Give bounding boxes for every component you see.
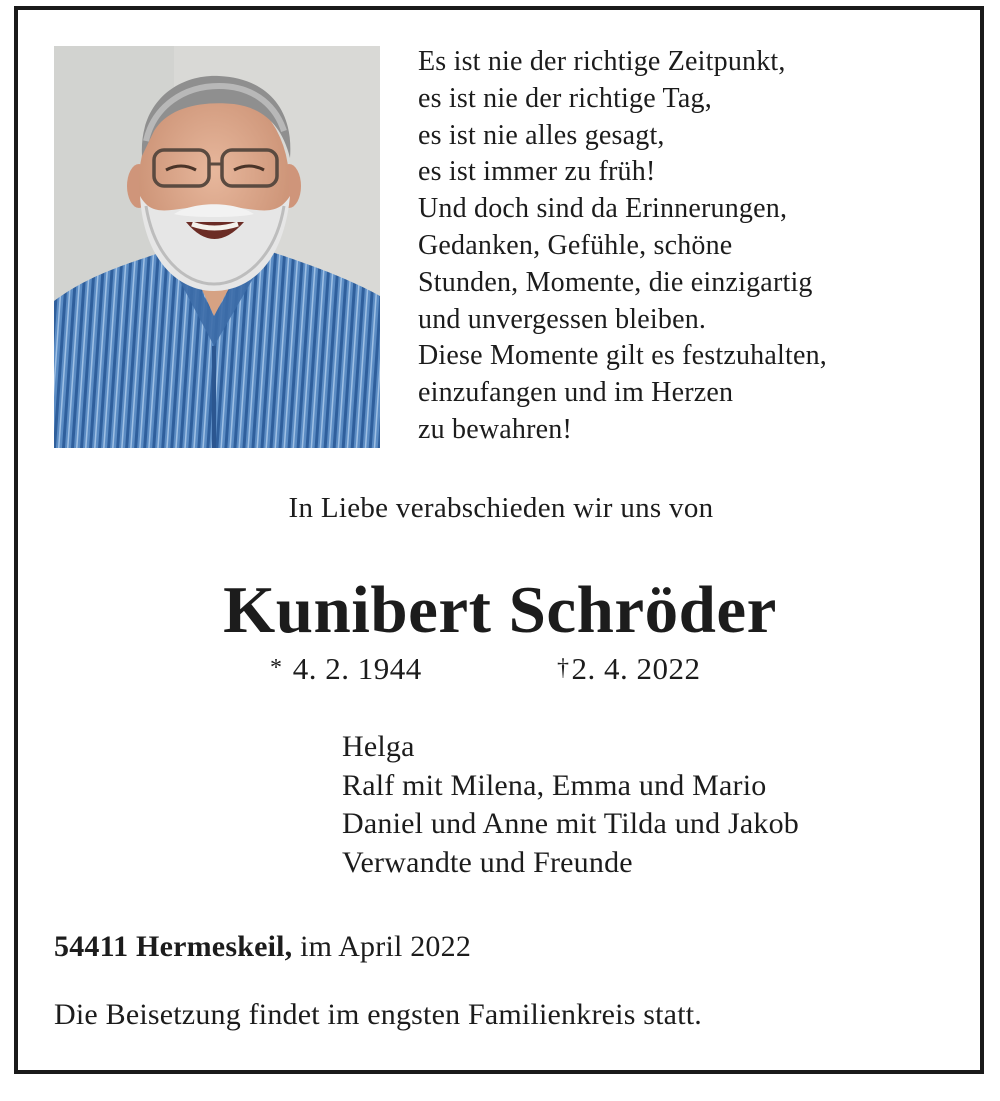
poem-line: es ist nie der richtige Tag, xyxy=(418,82,712,114)
poem-line: es ist nie alles gesagt, xyxy=(418,119,665,151)
poem-line: und unvergessen bleiben. xyxy=(418,303,707,335)
poem-line: Gedanken, Gefühle, schöne xyxy=(418,229,733,261)
poem-line: es ist immer zu früh! xyxy=(418,156,656,188)
mourner-line: Verwandte und Freunde xyxy=(342,845,633,879)
mourners-list xyxy=(342,728,799,882)
poem xyxy=(418,44,978,449)
death-date: 2. 4. 2022 xyxy=(571,651,701,686)
poem-line: zu bewahren! xyxy=(418,413,572,445)
place-name: 54411 Hermeskeil, xyxy=(54,930,293,963)
poem-line: Diese Momente gilt es festzuhalten, xyxy=(418,340,827,372)
poem-line: Und doch sind da Erinnerungen, xyxy=(418,193,788,225)
month-year: im April 2022 xyxy=(300,930,472,963)
mourner-line: Ralf mit Milena, Emma und Mario xyxy=(342,768,767,802)
mourner-line: Helga xyxy=(342,730,415,763)
farewell-intro: In Liebe verabschieden wir uns von xyxy=(288,492,714,524)
poem-line: einzufangen und im Herzen xyxy=(418,377,734,409)
death-cross-symbol: † xyxy=(557,655,570,681)
funeral-note: Die Beisetzung findet im engsten Familienkreis statt. xyxy=(54,998,702,1031)
poem-line: Es ist nie der richtige Zeitpunkt, xyxy=(418,46,786,77)
birth-date: 4. 2. 1944 xyxy=(292,651,422,686)
portrait-illustration xyxy=(54,46,380,448)
place-and-date xyxy=(54,930,471,964)
death-date-group xyxy=(557,651,701,687)
life-dates xyxy=(0,651,1000,691)
portrait-photo xyxy=(54,46,380,448)
birth-date-group xyxy=(270,651,422,687)
mourner-line: Daniel und Anne mit Tilda und Jakob xyxy=(342,807,799,840)
poem-line: Stunden, Momente, die einzigartig xyxy=(418,266,813,298)
birth-star-symbol: * xyxy=(270,655,283,681)
deceased-name: Kunibert Schröder xyxy=(223,573,777,647)
